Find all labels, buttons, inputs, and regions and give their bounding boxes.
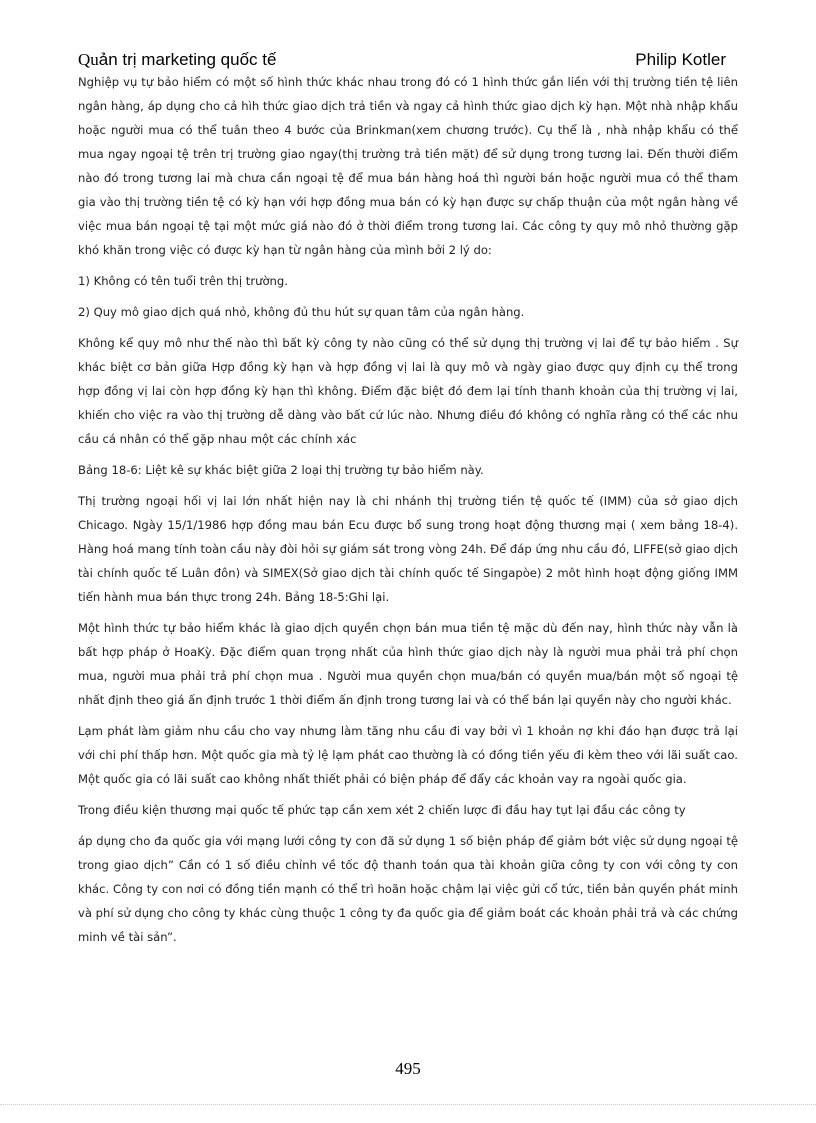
page-number: 495 <box>395 1059 421 1078</box>
paragraph: Thị trường ngoại hối vị lai lớn nhất hiện nay là chi nhánh thị trường tiền tệ quốc tế (IMM) của sở giao dịch Chicago. Ngày 15/1/1986 hợp đồng mau bán Ecu được bổ sung trong hoạt động thương mại ( xem bảng 18-4). Hàng hoá mang tính toàn cầu này đòi hỏi sự giám sát trong vòng 24h. Để đáp ứng nhu cầu đó, LIFFE(sở giao dịch tài chính quốc tế Luân đôn) và SIMEX(Sở giao dịch tài chính quốc tế Singapòe) 2 môt hình hoạt động giống IMM tiến hành mua bán thực trong 24h. Bảng 18-5:Ghi lại. <box>78 494 738 604</box>
paragraph: áp dụng cho đa quốc gia với mạng lưới công ty con đã sử dụng 1 số biện pháp để giảm bớt việc sử dụng ngoại tệ trong giao dịch” Cần có 1 số điều chỉnh về tốc độ thanh toán qua tài khoản giữa công ty con với công ty con khác. Công ty con nơi có đồng tiền mạnh có thể trì hoãn hoặc chậm lại việc gửi cổ tức, tiền bản quyền phát minh và phí sử dụng cho công ty khác cùng thuộc 1 công ty đa quốc gia để giảm boát các khoản phải trả và các chứng minh về tài sản”. <box>78 834 738 944</box>
page-header <box>78 50 726 72</box>
paragraph: Trong điều kiện thương mại quốc tế phức tạp cần xem xét 2 chiến lược đi đầu hay tụt lại đầu các công ty <box>78 803 686 817</box>
running-title-text: ản trị marketing quốc tế <box>98 50 277 69</box>
running-title-prefix: Qu <box>78 50 99 69</box>
paragraph: Nghiệp vụ tự bảo hiểm có một số hình thức khác nhau trong đó có 1 hình thức gắn liền với thị trường tiền tệ liên ngân hàng, áp dụng cho cả hìh thức giao dịch trả tiền và ngay cả hình thức giao dịch kỳ hạn. Một nhà nhập khẩu hoặc người mua có thể tuân theo 4 bước của Brinkman(xem chương trước). Cụ thể là , nhà nhập khẩu có thể mua ngay ngoại tệ trên trị trường giao ngay(thị trường trả tiền mặt) để sử dụng trong tương lai. Đến thười điểm nào đó trong tương lai mà chưa cần ngoại tệ để mua bán hàng hoá thì người bán hoặc người mua có thể tham gia vào thị trường tiền tệ có kỳ hạn với hợp đồng mua bán có kỳ hạn được sự chấp thuận của một ngân hàng về việc mua bán ngoại tệ tại một mức giá nào đó ở thời điểm trong tương lai. Các công ty quy mô nhỏ thường gặp khó khăn trong việc có được kỳ hạn từ ngân hàng của mình bởi 2 lý do: <box>78 75 738 257</box>
list-item: 1) Không có tên tuổi trên thị trường. <box>78 274 288 288</box>
list-item: 2) Quy mô giao dịch quá nhỏ, không đủ thu hút sự quan tâm của ngân hàng. <box>78 305 525 319</box>
running-author: Philip Kotler <box>635 50 726 69</box>
paragraph: Không kể quy mô như thế nào thì bất kỳ công ty nào cũng có thể sử dụng thị trường vị lai để tự bảo hiểm . Sự khác biệt cơ bản giữa Hợp đồng kỳ hạn và hợp đồng vị lai là quy mô và ngày giao được quy định cụ thể trong hợp đồng vị lai còn hợp đồng kỳ hạn thì không. Điểm đặc biệt đó đem lại tính thanh khoản của thị trường vị lai, khiến cho việc ra vào thị trường dễ dàng vào bất cứ lúc nào. Nhưng điều đó không có nghĩa rằng có thể các nhu cầu cá nhân có thể gặp nhau một các chính xác <box>78 336 738 446</box>
table-caption: Bảng 18-6: Liệt kê sự khác biệt giữa 2 loại thị trường tự bảo hiểm này. <box>78 463 484 477</box>
page-bottom-divider <box>0 1104 816 1105</box>
paragraph: Một hình thức tự bảo hiểm khác là giao dịch quyền chọn bán mua tiền tệ mặc dù đến nay, hình thức này vẫn là bất hợp pháp ở HoaKỳ. Đặc điểm quan trọng nhất của hình thức giao dịch này là người mua phải trả phí chọn mua, người mua phải trả phí chọn mua . Người mua quyền chọn mua/bán có quyền mua/bán một số ngoại tệ nhất định theo giá ấn định trước 1 thời điểm ấn định trong tương lai và có thể bán lại quyền này cho người khác. <box>78 621 738 707</box>
body-text <box>78 70 738 956</box>
paragraph: Lạm phát làm giảm nhu cầu cho vay nhưng làm tăng nhu cầu đi vay bởi vì 1 khoản nợ khi đáo hạn được trả lại với chi phí thấp hơn. Một quốc gia mà tỷ lệ lạm phát cao thường là có đồng tiền yếu đi kèm theo với lãi suất cao. Một quốc gia có lãi suất cao không nhất thiết phải có biện pháp để đẩy các khoản vay ra ngoài quốc gia. <box>78 724 738 786</box>
running-title <box>78 50 276 70</box>
